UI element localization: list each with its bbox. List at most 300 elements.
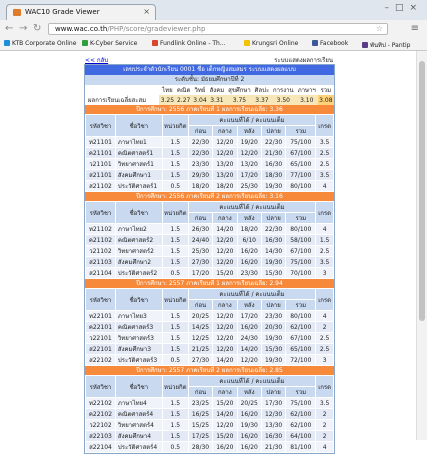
- forward-icon[interactable]: →: [19, 23, 28, 34]
- subject-code: ว22101: [86, 333, 116, 344]
- score-cell: 1.5: [162, 235, 188, 246]
- subject-name: ภาษาไทย2: [115, 224, 162, 235]
- score-cell: 25/30: [237, 181, 261, 192]
- grade-cell: 2: [316, 420, 334, 431]
- term-header: ปีการศึกษา: 2557 ภาคเรียนที่ 1 ผลการเรียนเฉลี่ย: 2.94: [85, 279, 334, 288]
- gpa-value: 2.27: [176, 96, 191, 104]
- score-cell: 18/20: [213, 181, 237, 192]
- col-header-before: ก่อน: [188, 387, 212, 398]
- col-header-name: ชื่อวิชา: [115, 289, 162, 311]
- score-cell: 81/100: [286, 442, 316, 453]
- col-header-mid: กลาง: [213, 387, 237, 398]
- score-cell: 67/100: [286, 148, 316, 159]
- score-cell: 23/30: [261, 311, 285, 322]
- score-cell: 24/40: [188, 235, 212, 246]
- col-header-before: ก่อน: [188, 300, 212, 311]
- col-header-name: ชื่อวิชา: [115, 115, 162, 137]
- score-cell: 77/100: [286, 170, 316, 181]
- score-cell: 1.5: [162, 224, 188, 235]
- browser-tab[interactable]: [6, 4, 156, 20]
- term-header: ปีการศึกษา: 2556 ภาคเรียนที่ 1 ผลการเรียนเฉลี่ย: 3.36: [85, 105, 334, 114]
- bookmark-item[interactable]: Facebook: [312, 40, 348, 47]
- score-cell: 80/100: [286, 311, 316, 322]
- score-cell: 70/100: [286, 268, 316, 279]
- score-cell: 12/20: [213, 246, 237, 257]
- grade-panel: [84, 64, 335, 454]
- grades-table: [85, 375, 334, 453]
- grade-cell: 2.5: [316, 246, 334, 257]
- grade-cell: 2.5: [316, 344, 334, 355]
- table-row: [86, 398, 334, 409]
- grade-cell: 4: [316, 442, 334, 453]
- col-header-name: ชื่อวิชา: [115, 202, 162, 224]
- score-cell: 62/100: [286, 420, 316, 431]
- score-cell: 23/25: [188, 398, 212, 409]
- score-cell: 12/20: [237, 148, 261, 159]
- subject-name: ภาษาไทย1: [115, 137, 162, 148]
- score-cell: 12/20: [213, 344, 237, 355]
- score-cell: 65/100: [286, 344, 316, 355]
- grade-viewer: [84, 54, 335, 454]
- bookmark-favicon-icon: [362, 42, 368, 48]
- table-row: [86, 159, 334, 170]
- gpa-value: 3.10: [296, 95, 318, 105]
- grade-cell: 3.5: [316, 398, 334, 409]
- score-cell: 1.5: [162, 137, 188, 148]
- score-cell: 1.5: [162, 148, 188, 159]
- score-cell: 24/30: [237, 333, 261, 344]
- col-header-total: รวม: [286, 126, 316, 137]
- subject-name: ประวัติศาสตร์3: [115, 355, 162, 366]
- score-cell: 75/100: [286, 398, 316, 409]
- score-cell: 17/20: [237, 170, 261, 181]
- back-icon[interactable]: ←: [5, 23, 14, 34]
- table-row: [86, 246, 334, 257]
- subject-code: ส22101: [86, 344, 116, 355]
- score-cell: 15/30: [261, 344, 285, 355]
- grade-cell: 4: [316, 311, 334, 322]
- score-cell: 58/100: [286, 235, 316, 246]
- score-cell: 1.5: [162, 333, 188, 344]
- table-row: [86, 224, 334, 235]
- window-controls[interactable]: [384, 3, 423, 13]
- subject-name: ภาษาไทย4: [115, 398, 162, 409]
- score-cell: 18/20: [237, 224, 261, 235]
- table-row: [86, 235, 334, 246]
- subject-code: ท21101: [86, 137, 116, 148]
- score-cell: 19/30: [261, 257, 285, 268]
- score-cell: 17/30: [261, 398, 285, 409]
- bookmark-favicon-icon: [244, 40, 250, 46]
- col-header-mid: กลาง: [213, 213, 237, 224]
- score-cell: 14/20: [213, 224, 237, 235]
- score-cell: 14/20: [237, 344, 261, 355]
- col-header-before: ก่อน: [188, 213, 212, 224]
- score-cell: 1.5: [162, 431, 188, 442]
- table-row: [86, 322, 334, 333]
- grade-cell: 2: [316, 431, 334, 442]
- subject-code: ค22101: [86, 322, 116, 333]
- subject-code: ค21101: [86, 148, 116, 159]
- gpa-subject: วิทย์: [194, 87, 206, 94]
- score-cell: 14/25: [188, 322, 212, 333]
- score-cell: 12/25: [188, 333, 212, 344]
- score-cell: 18/30: [261, 170, 285, 181]
- score-cell: 16/20: [237, 322, 261, 333]
- level-row: ระดับชั้น: มัธยมศึกษาปีที่ 2: [85, 75, 334, 85]
- bookmark-favicon-icon: [152, 40, 158, 46]
- score-cell: 1.5: [162, 311, 188, 322]
- grades-table: [85, 288, 334, 366]
- table-row: [86, 137, 334, 148]
- score-cell: 16/20: [237, 257, 261, 268]
- score-cell: 64/100: [286, 431, 316, 442]
- gpa-subject: คณิต: [176, 87, 191, 94]
- table-row: [86, 431, 334, 442]
- score-cell: 1.5: [162, 322, 188, 333]
- score-cell: 22/30: [188, 137, 212, 148]
- bookmark-star-icon[interactable]: ☆: [375, 24, 383, 33]
- col-header-final: ปลาย: [261, 126, 285, 137]
- gpa-subject: ภาษาฯ: [297, 87, 316, 94]
- score-cell: 16/25: [188, 409, 212, 420]
- subject-name: สังคมศึกษา2: [115, 257, 162, 268]
- score-cell: 26/30: [188, 224, 212, 235]
- subject-code: ส21103: [86, 257, 116, 268]
- grade-cell: 3.5: [316, 257, 334, 268]
- score-cell: 1.5: [162, 398, 188, 409]
- score-cell: 21/30: [261, 148, 285, 159]
- bookmark-item[interactable]: Krungsri Online: [244, 40, 298, 47]
- subject-name: ภาษาไทย3: [115, 311, 162, 322]
- score-cell: 19/30: [261, 333, 285, 344]
- term-header: ปีการศึกษา: 2557 ภาคเรียนที่ 2 ผลการเรียนเฉลี่ย: 2.85: [85, 366, 334, 375]
- score-cell: 16/20: [237, 246, 261, 257]
- browser-toolbar: [0, 20, 427, 38]
- gpa-value: 3.50: [271, 95, 296, 105]
- score-cell: 20/25: [237, 398, 261, 409]
- score-cell: 1.5: [162, 409, 188, 420]
- score-cell: 20/30: [261, 322, 285, 333]
- gpa-value: 3.31: [208, 95, 226, 105]
- col-header-mid: กลาง: [213, 300, 237, 311]
- subject-name: คณิตศาสตร์2: [115, 235, 162, 246]
- col-header-code: รหัสวิชา: [86, 289, 116, 311]
- bookmark-favicon-icon: [82, 40, 88, 46]
- grade-cell: 3: [316, 268, 334, 279]
- tab-favicon-icon: [13, 9, 21, 16]
- score-cell: 67/100: [286, 246, 316, 257]
- bookmarks-bar: [0, 38, 427, 51]
- tab-title: WAC10 Grade Viewer: [25, 8, 100, 16]
- bookmark-item[interactable]: KTB Corporate Online: [4, 40, 76, 47]
- score-cell: 12/20: [213, 322, 237, 333]
- subject-code: ว22102: [86, 420, 116, 431]
- subject-name: คณิตศาสตร์1: [115, 148, 162, 159]
- table-row: [86, 181, 334, 192]
- score-cell: 27/30: [188, 257, 212, 268]
- score-cell: 19/30: [261, 181, 285, 192]
- gpa-subject: การงาน: [272, 87, 294, 94]
- col-header-credit: หน่วยกิต: [162, 115, 188, 137]
- col-header-after: หลัง: [237, 126, 261, 137]
- bookmark-item[interactable]: พันทิป - Pantip: [362, 40, 410, 50]
- subject-name: สังคมศึกษา1: [115, 170, 162, 181]
- table-row: [86, 409, 334, 420]
- score-cell: 1.5: [162, 246, 188, 257]
- score-cell: 1.5: [162, 170, 188, 181]
- subject-name: วิทยาศาสตร์2: [115, 246, 162, 257]
- score-cell: 15/20: [213, 431, 237, 442]
- subject-name: ประวัติศาสตร์2: [115, 268, 162, 279]
- grade-cell: 4: [316, 224, 334, 235]
- gpa-summary-table: [85, 85, 334, 105]
- subject-name: ประวัติศาสตร์1: [115, 181, 162, 192]
- score-cell: 15/30: [261, 268, 285, 279]
- scrollbar-thumb[interactable]: [419, 61, 425, 321]
- maximize-icon[interactable]: □: [394, 3, 410, 13]
- table-row: [86, 268, 334, 279]
- score-cell: 16/30: [261, 431, 285, 442]
- system-title: ระบบแสดงผลการเรียน: [274, 57, 333, 64]
- col-header-after: หลัง: [237, 387, 261, 398]
- grades-table: [85, 114, 334, 192]
- score-cell: 80/100: [286, 224, 316, 235]
- score-cell: 15/20: [213, 268, 237, 279]
- score-cell: 17/25: [188, 431, 212, 442]
- score-cell: 16/20: [237, 409, 261, 420]
- grade-cell: 2: [316, 409, 334, 420]
- score-cell: 23/30: [237, 268, 261, 279]
- score-cell: 12/20: [213, 333, 237, 344]
- subject-code: ส21102: [86, 181, 116, 192]
- grade-cell: 3: [316, 355, 334, 366]
- grade-cell: 3.5: [316, 137, 334, 148]
- score-cell: 13/20: [213, 159, 237, 170]
- score-cell: 62/100: [286, 322, 316, 333]
- subject-code: ส22104: [86, 442, 116, 453]
- table-row: [86, 420, 334, 431]
- score-cell: 16/30: [261, 235, 285, 246]
- col-header-final: ปลาย: [261, 213, 285, 224]
- score-cell: 1.5: [162, 257, 188, 268]
- table-row: [86, 148, 334, 159]
- col-header-code: รหัสวิชา: [86, 115, 116, 137]
- subject-name: วิทยาศาสตร์3: [115, 333, 162, 344]
- scrollbar[interactable]: [416, 51, 427, 440]
- col-header-total: รวม: [286, 387, 316, 398]
- subject-code: ว21101: [86, 159, 116, 170]
- score-cell: 12/20: [213, 311, 237, 322]
- gpa-subject: สุขศึกษา: [228, 87, 251, 94]
- subject-code: ท22102: [86, 398, 116, 409]
- subject-code: ว21102: [86, 246, 116, 257]
- score-cell: 6/10: [237, 235, 261, 246]
- score-cell: 15/20: [213, 398, 237, 409]
- score-cell: 22/30: [261, 224, 285, 235]
- grade-cell: 2.5: [316, 159, 334, 170]
- table-row: [86, 344, 334, 355]
- grade-cell: 4: [316, 181, 334, 192]
- col-header-score-group: คะแนนที่ได้ / คะแนนเต็ม: [188, 202, 315, 213]
- score-cell: 75/100: [286, 137, 316, 148]
- score-cell: 72/100: [286, 355, 316, 366]
- table-row: [86, 257, 334, 268]
- col-header-grade: เกรด: [316, 376, 334, 398]
- grade-cell: 1.5: [316, 235, 334, 246]
- score-cell: 28/30: [188, 442, 212, 453]
- score-cell: 18/20: [188, 181, 212, 192]
- score-cell: 1.5: [162, 344, 188, 355]
- title-bar: [0, 0, 427, 20]
- score-cell: 0.5: [162, 355, 188, 366]
- score-cell: 12/20: [213, 137, 237, 148]
- col-header-name: ชื่อวิชา: [115, 376, 162, 398]
- score-cell: 20/25: [188, 311, 212, 322]
- subject-code: ส22102: [86, 355, 116, 366]
- subject-code: ค21102: [86, 235, 116, 246]
- col-header-score-group: คะแนนที่ได้ / คะแนนเต็ม: [188, 376, 315, 387]
- term-block: [85, 192, 334, 279]
- gpa-subject: ไทย: [162, 87, 173, 94]
- gpa-value: 3.37: [253, 95, 271, 105]
- score-cell: 21/30: [261, 442, 285, 453]
- col-header-mid: กลาง: [213, 126, 237, 137]
- score-cell: 14/20: [213, 409, 237, 420]
- col-header-code: รหัสวิชา: [86, 202, 116, 224]
- subject-code: ค22102: [86, 409, 116, 420]
- gpa-value: 3.25: [160, 96, 175, 104]
- url-path: /PHP/score/gradeviewer.php: [107, 25, 206, 33]
- score-cell: 19/20: [237, 137, 261, 148]
- score-cell: 25/30: [188, 246, 212, 257]
- score-cell: 23/30: [188, 159, 212, 170]
- score-cell: 12/20: [213, 257, 237, 268]
- col-header-code: รหัสวิชา: [86, 376, 116, 398]
- score-cell: 16/20: [237, 431, 261, 442]
- gpa-value: 3.75: [226, 95, 253, 105]
- subject-name: ประวัติศาสตร์4: [115, 442, 162, 453]
- col-header-score-group: คะแนนที่ได้ / คะแนนเต็ม: [188, 289, 315, 300]
- grade-cell: 2.5: [316, 148, 334, 159]
- score-cell: 27/30: [188, 355, 212, 366]
- grade-cell: 2: [316, 322, 334, 333]
- bookmark-item[interactable]: Fundlink Online - Th...: [152, 40, 226, 47]
- score-cell: 16/20: [213, 442, 237, 453]
- back-link[interactable]: << กลับ: [85, 57, 109, 64]
- grade-cell: 3.5: [316, 170, 334, 181]
- score-cell: 0.5: [162, 181, 188, 192]
- reload-icon[interactable]: ↻: [33, 23, 42, 34]
- gpa-value-row: [85, 95, 334, 105]
- subject-code: ส21104: [86, 268, 116, 279]
- gpa-subject: ศิลปะ: [254, 87, 270, 94]
- table-row: [86, 170, 334, 181]
- term-block: [85, 279, 334, 366]
- page-viewport: [0, 51, 427, 451]
- term-block: [85, 366, 334, 453]
- col-header-total: รวม: [286, 213, 316, 224]
- close-window-icon[interactable]: ×: [409, 3, 423, 13]
- score-cell: 12/30: [261, 409, 285, 420]
- gpa-subject-row: [85, 85, 334, 95]
- col-header-grade: เกรด: [316, 202, 334, 224]
- subject-code: ส21101: [86, 170, 116, 181]
- url-host: www.wac.co.th: [55, 25, 108, 33]
- menu-icon[interactable]: ≡: [410, 23, 419, 34]
- col-header-after: หลัง: [237, 300, 261, 311]
- bookmark-item[interactable]: K-Cyber Service: [82, 40, 137, 47]
- score-cell: 12/20: [213, 420, 237, 431]
- score-cell: 65/100: [286, 159, 316, 170]
- score-cell: 19/30: [237, 420, 261, 431]
- bookmark-favicon-icon: [312, 40, 318, 46]
- terms-container: [85, 105, 334, 453]
- score-cell: 17/20: [237, 311, 261, 322]
- col-header-credit: หน่วยกิต: [162, 202, 188, 224]
- score-cell: 14/30: [261, 246, 285, 257]
- minimize-icon[interactable]: –: [384, 3, 395, 13]
- col-header-credit: หน่วยกิต: [162, 289, 188, 311]
- score-cell: 12/20: [237, 355, 261, 366]
- subject-name: คณิตศาสตร์4: [115, 409, 162, 420]
- table-row: [86, 311, 334, 322]
- col-header-final: ปลาย: [261, 300, 285, 311]
- grade-cell: 2.5: [316, 333, 334, 344]
- col-header-score-group: คะแนนที่ได้ / คะแนนเต็ม: [188, 115, 315, 126]
- score-cell: 1.5: [162, 420, 188, 431]
- score-cell: 14/20: [213, 355, 237, 366]
- score-cell: 0.5: [162, 442, 188, 453]
- gpa-subject: รวม: [320, 87, 332, 94]
- grades-table: [85, 201, 334, 279]
- score-cell: 13/20: [213, 170, 237, 181]
- score-cell: 29/30: [188, 170, 212, 181]
- score-cell: 12/20: [213, 148, 237, 159]
- score-cell: 13/30: [261, 420, 285, 431]
- col-header-grade: เกรด: [316, 289, 334, 311]
- score-cell: 75/100: [286, 257, 316, 268]
- col-header-grade: เกรด: [316, 115, 334, 137]
- gpa-subject: สังคม: [209, 87, 225, 94]
- table-row: [86, 355, 334, 366]
- score-cell: 17/20: [188, 268, 212, 279]
- score-cell: 16/30: [261, 159, 285, 170]
- subject-name: วิทยาศาสตร์4: [115, 420, 162, 431]
- table-row: [86, 442, 334, 453]
- score-cell: 22/30: [188, 148, 212, 159]
- term-block: [85, 105, 334, 192]
- subject-name: วิทยาศาสตร์1: [115, 159, 162, 170]
- subject-name: คณิตศาสตร์3: [115, 322, 162, 333]
- subject-name: สังคมศึกษา4: [115, 431, 162, 442]
- score-cell: 67/100: [286, 333, 316, 344]
- score-cell: 16/20: [237, 442, 261, 453]
- table-row: [86, 333, 334, 344]
- bookmark-favicon-icon: [4, 40, 10, 46]
- tab-close-icon[interactable]: ×: [143, 7, 150, 16]
- score-cell: 19/30: [261, 355, 285, 366]
- score-cell: 22/30: [261, 137, 285, 148]
- gpa-value: 3.04: [193, 96, 207, 104]
- gpa-total: 3.08: [319, 96, 333, 104]
- col-header-after: หลัง: [237, 213, 261, 224]
- col-header-credit: หน่วยกิต: [162, 376, 188, 398]
- address-bar[interactable]: [48, 23, 388, 35]
- score-cell: 1.5: [162, 159, 188, 170]
- col-header-final: ปลาย: [261, 387, 285, 398]
- score-cell: 12/20: [213, 235, 237, 246]
